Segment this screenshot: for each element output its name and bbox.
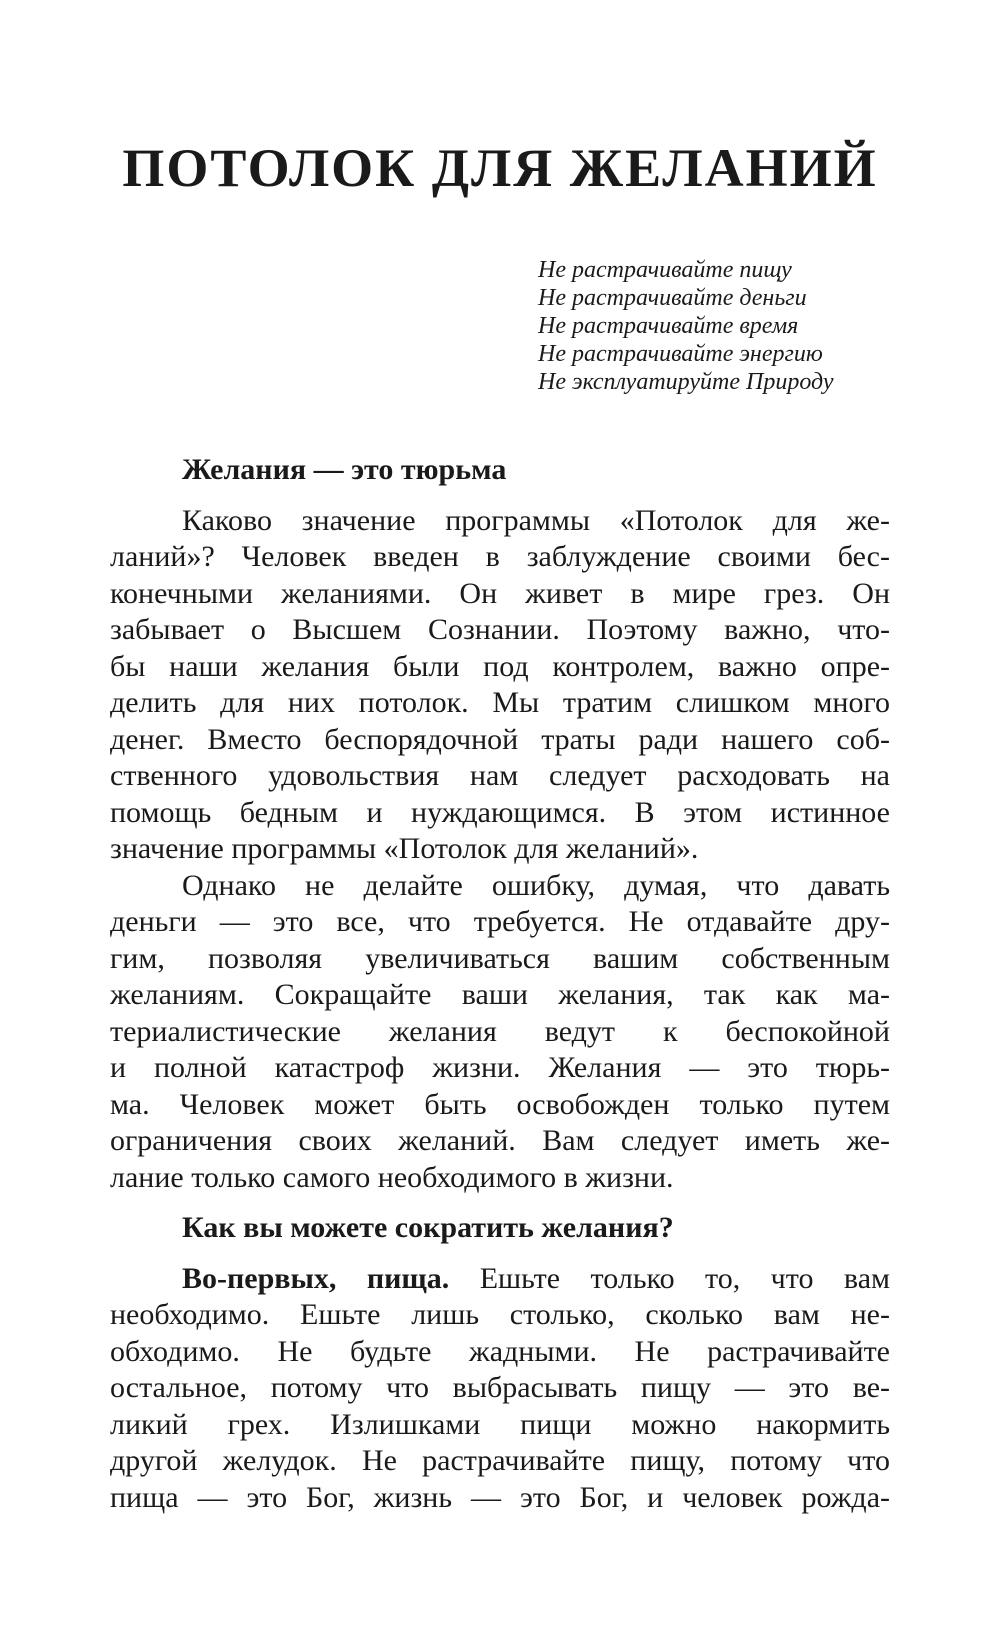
section-heading: Как вы можете сократить желания?	[182, 1211, 674, 1244]
text-line: пища — это Бог, жизнь — это Бог, и человек рожда-	[110, 1480, 890, 1514]
text-line: Каково значение программы «Потолок для же-	[182, 503, 890, 537]
text-line: териалистические желания ведут к беспокойной	[110, 1014, 890, 1048]
text-line: деньги — это все, что требуется. Не отдавайте дру-	[110, 905, 890, 938]
text-line: ограничения своих желаний. Вам следует иметь же-	[110, 1124, 890, 1157]
chapter-title: ПОТОЛОК ДЛЯ ЖЕЛАНИЙ	[122, 138, 878, 198]
body-text	[110, 452, 890, 1516]
text-line: забывает о Высшем Сознании. Поэтому важно, что-	[110, 613, 890, 646]
text-line: ланий»? Человек введен в заблуждение своими бес-	[110, 540, 890, 573]
paragraph	[110, 1261, 890, 1517]
text-line: ликий грех. Излишками пищи можно накормить	[110, 1407, 890, 1441]
epigraph	[538, 256, 833, 396]
text-line: денег. Вместо беспорядочной траты ради нашего соб-	[110, 722, 890, 756]
lead-phrase: Во-первых, пища.	[182, 1261, 450, 1295]
text-line: другой желудок. Не растрачивайте пищу, потому что	[110, 1444, 890, 1477]
text-line: Однако не делайте ошибку, думая, что давать	[182, 868, 890, 902]
text-line: остальное, потому что выбрасывать пищу — это ве-	[110, 1371, 890, 1404]
paragraph	[110, 868, 890, 1197]
text-line: ма. Человек может быть освобожден только путем	[110, 1087, 890, 1121]
epigraph-line: Не эксплуатируйте Природу	[538, 369, 834, 395]
text-line: лание только самого необходимого в жизни.	[110, 1160, 674, 1194]
text-line: желаниям. Сокращайте ваши желания, так как ма-	[110, 978, 890, 1011]
text-line: гим, позволяя увеличиваться вашим собственным	[110, 941, 890, 975]
epigraph-line: Не растрачивайте энергию	[538, 341, 823, 367]
text-line: и полной катастроф жизни. Желания — это тюрь-	[110, 1051, 890, 1084]
epigraph-line: Не растрачивайте деньги	[538, 285, 807, 311]
text-line: необходимо. Ешьте лишь столько, сколько вам не-	[110, 1298, 890, 1331]
paragraph	[110, 503, 890, 868]
spacer	[110, 1196, 890, 1210]
text-line: помощь бедным и нуждающимся. В этом истинное	[110, 795, 890, 829]
text-line: бы наши желания были под контролем, важно опре-	[110, 649, 890, 683]
epigraph-line: Не растрачивайте время	[538, 313, 799, 339]
text-line	[110, 1261, 890, 1298]
text-line: конечными желаниями. Он живет в мире грез. Он	[110, 576, 890, 610]
section-heading: Желания — это тюрьма	[182, 453, 507, 486]
text-line: ственного удовольствия нам следует расходовать на	[110, 759, 890, 792]
text-line: обходимо. Не будьте жадными. Не растрачивайте	[110, 1334, 890, 1368]
spacer	[110, 1247, 890, 1261]
epigraph-line: Не растрачивайте пищу	[538, 257, 792, 283]
text-line: значение программы «Потолок для желаний».	[110, 832, 699, 865]
text-line: делить для них потолок. Мы тратим слишком много	[110, 686, 890, 719]
spacer	[110, 489, 890, 503]
text-fragment: Ешьте только то, что вам	[449, 1261, 890, 1295]
